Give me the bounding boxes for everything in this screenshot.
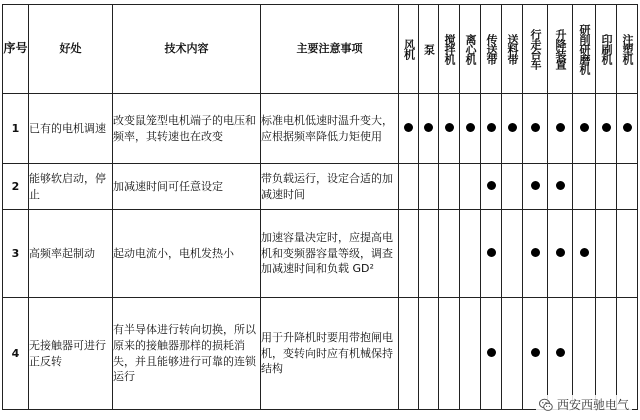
applicable-dot-icon <box>531 248 540 257</box>
header-equipment: 传送带 <box>481 5 502 94</box>
wechat-icon <box>539 398 553 412</box>
applicable-dot-icon <box>580 123 589 132</box>
row-notes: 加速容量决定时，应提高电机和变频器容量等级，调查加减速时间和负载 GD² <box>261 210 399 298</box>
applicability-cell <box>460 164 481 210</box>
applicable-dot-icon <box>531 123 540 132</box>
applicability-cell <box>399 210 419 298</box>
header-row <box>3 5 638 94</box>
header-tech: 技术内容 <box>113 5 261 94</box>
applicability-cell <box>617 94 638 164</box>
applicability-cell <box>573 298 596 410</box>
applicability-cell <box>439 94 460 164</box>
applicability-cell <box>596 210 617 298</box>
applicability-cell <box>502 164 523 210</box>
inverter-benefits-table <box>2 4 638 410</box>
header-no: 序号 <box>3 5 29 94</box>
applicability-cell <box>573 164 596 210</box>
applicability-cell <box>548 94 573 164</box>
row-benefit: 能够软启动，停止 <box>29 164 113 210</box>
applicability-cell <box>596 94 617 164</box>
row-tech: 改变鼠笼型电机端子的电压和频率，其转速也在改变 <box>113 94 261 164</box>
row-notes: 用于升降机时要用带抱闸电机，变转向时应有机械保持结构 <box>261 298 399 410</box>
applicability-cell <box>399 164 419 210</box>
applicability-cell <box>460 94 481 164</box>
applicability-cell <box>481 94 502 164</box>
row-benefit: 高频率起制动 <box>29 210 113 298</box>
header-equipment: 搅拌机 <box>439 5 460 94</box>
applicability-cell <box>481 298 502 410</box>
applicable-dot-icon <box>556 348 565 357</box>
table-row <box>3 164 638 210</box>
applicability-cell <box>419 298 439 410</box>
applicability-cell <box>502 94 523 164</box>
applicable-dot-icon <box>623 123 632 132</box>
header-equipment: 泵 <box>419 5 439 94</box>
applicable-dot-icon <box>580 248 589 257</box>
header-equipment: 风机 <box>399 5 419 94</box>
applicable-dot-icon <box>556 181 565 190</box>
applicable-dot-icon <box>531 181 540 190</box>
table-row <box>3 210 638 298</box>
applicable-dot-icon <box>445 123 454 132</box>
applicability-cell <box>617 164 638 210</box>
header-equipment: 升降装置 <box>548 5 573 94</box>
applicability-cell <box>481 210 502 298</box>
applicable-dot-icon <box>487 248 496 257</box>
applicability-cell <box>548 298 573 410</box>
applicability-cell <box>523 298 548 410</box>
row-notes: 带负载运行，设定合适的加减速时间 <box>261 164 399 210</box>
table-row <box>3 94 638 164</box>
applicable-dot-icon <box>487 123 496 132</box>
applicability-cell <box>548 210 573 298</box>
applicability-cell <box>419 94 439 164</box>
row-number: 4 <box>3 298 29 410</box>
applicability-cell <box>399 94 419 164</box>
applicability-cell <box>460 298 481 410</box>
applicable-dot-icon <box>404 123 413 132</box>
table-row <box>3 298 638 410</box>
applicability-cell <box>523 210 548 298</box>
applicability-cell <box>523 164 548 210</box>
row-benefit: 无接触器可进行正反转 <box>29 298 113 410</box>
header-equipment: 离心机 <box>460 5 481 94</box>
watermark <box>536 395 632 414</box>
header-equipment: 注塑机 <box>617 5 638 94</box>
row-tech: 加减速时间可任意设定 <box>113 164 261 210</box>
applicable-dot-icon <box>556 123 565 132</box>
applicable-dot-icon <box>487 181 496 190</box>
applicability-cell <box>523 94 548 164</box>
applicability-cell <box>573 210 596 298</box>
applicability-cell <box>481 164 502 210</box>
applicability-cell <box>399 298 419 410</box>
applicability-cell <box>502 210 523 298</box>
header-equipment: 研削研磨机 <box>573 5 596 94</box>
applicable-dot-icon <box>508 123 517 132</box>
row-notes: 标准电机低速时温升变大，应根据频率降低力矩使用 <box>261 94 399 164</box>
header-equipment: 印刷机 <box>596 5 617 94</box>
applicability-cell <box>596 164 617 210</box>
applicable-dot-icon <box>602 123 611 132</box>
applicability-cell <box>617 210 638 298</box>
applicability-cell <box>419 210 439 298</box>
applicability-cell <box>573 94 596 164</box>
row-number: 2 <box>3 164 29 210</box>
applicability-cell <box>439 298 460 410</box>
header-equipment: 行走台车 <box>523 5 548 94</box>
applicable-dot-icon <box>531 348 540 357</box>
applicability-cell <box>502 298 523 410</box>
applicable-dot-icon <box>466 123 475 132</box>
row-tech: 起动电流小，电机发热小 <box>113 210 261 298</box>
row-number: 1 <box>3 94 29 164</box>
watermark-text: 西安西驰电气 <box>556 398 629 412</box>
applicable-dot-icon <box>556 248 565 257</box>
applicability-cell <box>617 298 638 410</box>
row-number: 3 <box>3 210 29 298</box>
applicability-cell <box>596 298 617 410</box>
applicable-dot-icon <box>424 123 433 132</box>
row-benefit: 已有的电机调速 <box>29 94 113 164</box>
row-tech: 有半导体进行转向切换，所以原来的接触器那样的损耗消失，并且能够进行可靠的连锁运行 <box>113 298 261 410</box>
header-equipment: 送料带 <box>502 5 523 94</box>
applicability-cell <box>419 164 439 210</box>
applicability-cell <box>548 164 573 210</box>
applicability-cell <box>460 210 481 298</box>
header-notes: 主要注意事项 <box>261 5 399 94</box>
applicability-cell <box>439 210 460 298</box>
header-benefit: 好处 <box>29 5 113 94</box>
applicability-cell <box>439 164 460 210</box>
applicable-dot-icon <box>487 348 496 357</box>
